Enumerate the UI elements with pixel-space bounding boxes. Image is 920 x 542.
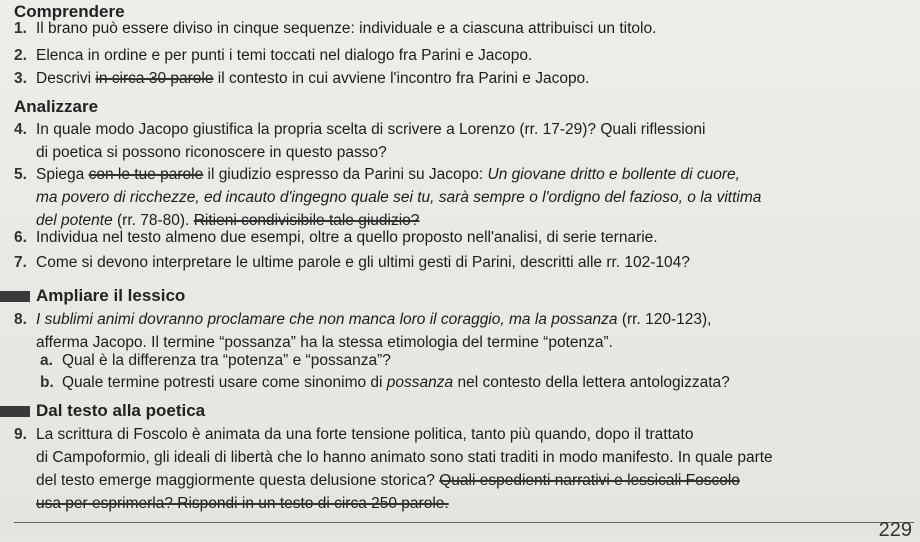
question-text-line2: di poetica si possono riconoscere in questo passo? [36, 144, 387, 161]
question-9 [14, 423, 894, 515]
page-number: 229 [878, 519, 912, 541]
section-heading-dal-testo: Dal testo alla poetica [36, 401, 206, 420]
question-text: Il brano può essere diviso in cinque sequenze: individuale e a ciascuna attribuisci un titolo. [36, 20, 657, 37]
question-text-pre: Spiega [36, 166, 89, 183]
section-bar [0, 406, 30, 417]
sub-question-b [40, 372, 730, 394]
question-8 [14, 308, 894, 354]
question-3 [14, 67, 894, 90]
struck-text: in circa 30 parole [95, 70, 214, 87]
sub-question-text: Qual è la differenza tra “potenza” e “possanza”? [62, 352, 391, 369]
question-text-line2: di Campoformio, gli ideali di libertà che lo hanno animato sono stati traditi in modo manifesto. In quale parte [36, 449, 773, 466]
question-number: 1. [14, 20, 27, 37]
question-number: 8. [14, 311, 27, 328]
struck-text: Quali espedienti narrativi e lessicali Foscolo [439, 472, 740, 489]
question-text-line1: In quale modo Jacopo giustifica la propria scelta di scrivere a Lorenzo (rr. 17-29)? Quali riflessioni [36, 121, 706, 138]
question-5 [14, 163, 894, 232]
sub-question-keyword: possanza [386, 374, 454, 391]
question-text-line3 [14, 469, 894, 492]
sub-question-label: b. [40, 374, 54, 391]
question-number: 4. [14, 121, 27, 138]
question-text-line2: afferma Jacopo. Il termine “possanza” ha la stessa etimologia del termine “potenza”. [36, 334, 613, 351]
line-reference: (rr. 120-123), [617, 311, 712, 328]
sub-question-label: a. [40, 352, 53, 369]
struck-text: con le tue parole [88, 166, 204, 183]
question-number: 5. [14, 166, 27, 183]
sub-question-a [40, 350, 391, 372]
quoted-text: I sublimi animi dovranno proclamare che non manca loro il coraggio, ma la possanza [36, 311, 618, 328]
quoted-text-line2: ma povero di ricchezze, ed incauto d'ingegno quale sei tu, sarà sempre o l'ordigno del fazioso, o la vittima [36, 189, 762, 206]
question-text-pre: Descrivi [36, 70, 96, 87]
sub-question-text-pre: Quale termine potresti usare come sinonimo di [62, 374, 387, 391]
question-text-line3-pre: del testo emerge maggiormente questa delusione storica? [36, 472, 440, 489]
question-number: 7. [14, 254, 27, 271]
question-text-line1: La scrittura di Foscolo è animata da una forte tensione politica, tanto più quando, dopo il trattato [36, 426, 694, 443]
question-number: 9. [14, 426, 27, 443]
question-text: Come si devono interpretare le ultime parole e gli ultimi gesti di Parini, descritti alle rr. 102-104? [36, 254, 690, 271]
section-heading-analizzare: Analizzare [14, 97, 99, 116]
question-text-mid: il giudizio espresso da Parini su Jacopo: [203, 166, 488, 183]
question-number: 2. [14, 47, 27, 64]
line-reference: (rr. 78-80). [112, 212, 194, 229]
question-text: Individua nel testo almeno due esempi, oltre a quello proposto nell'analisi, di serie ternarie. [36, 229, 658, 246]
question-4 [14, 118, 894, 164]
section-heading-ampliare: Ampliare il lessico [36, 286, 186, 305]
quoted-text: Un giovane dritto e bollente di cuore, [487, 166, 740, 183]
question-6 [14, 226, 894, 249]
section-bar [0, 291, 30, 302]
question-number: 6. [14, 229, 27, 246]
question-number: 3. [14, 70, 27, 87]
question-text: Elenca in ordine e per punti i temi toccati nel dialogo fra Parini e Jacopo. [36, 47, 533, 64]
struck-text: Ritieni condivisibile tale giudizio? [193, 212, 420, 229]
question-1 [14, 17, 894, 40]
question-text-post: il contesto in cui avviene l'incontro fra Parini e Jacopo. [213, 70, 590, 87]
section-heading-comprendere: Comprendere [14, 2, 125, 21]
struck-text-line4: usa per esprimerla? Rispondi in un testo di circa 250 parole. [36, 495, 449, 512]
question-7 [14, 251, 894, 274]
sub-question-text-post: nel contesto della lettera antologizzata? [453, 374, 730, 391]
question-2 [14, 44, 894, 67]
quoted-text-end: del potente [36, 212, 113, 229]
page-divider [14, 522, 914, 523]
